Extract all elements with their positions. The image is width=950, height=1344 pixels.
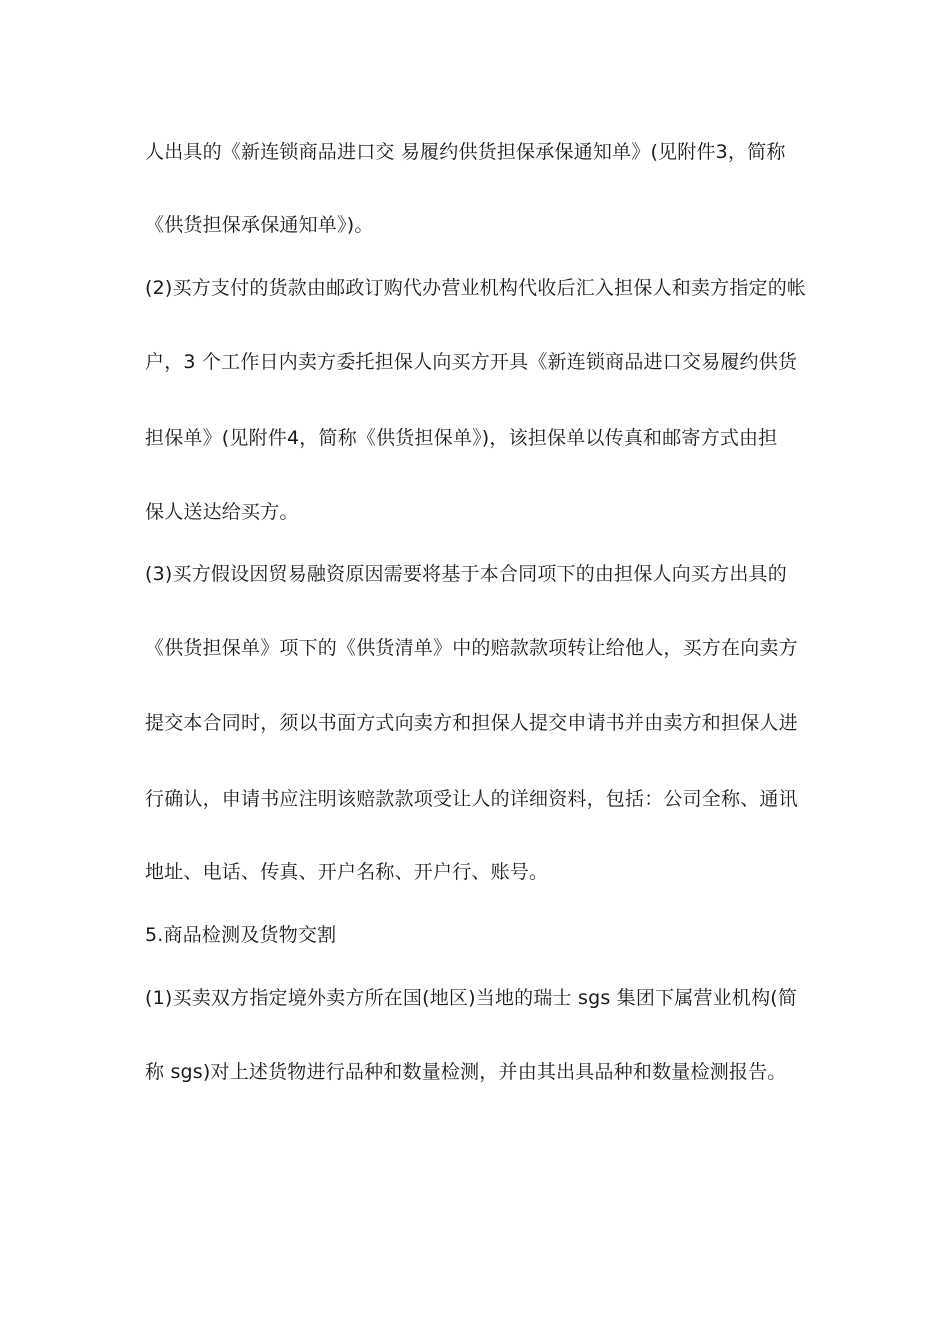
text-line: 称 sgs)对上述货物进行品种和数量检测，并由其出具品种和数量检测报告。 (145, 1061, 787, 1083)
text-line: 《供货担保单》项下的《供货清单》中的赔款款项转让给他人，买方在向卖方 (145, 637, 798, 659)
text-line: 保人送达给买方。 (145, 501, 299, 523)
text-line: 提交本合同时，须以书面方式向卖方和担保人提交申请书并由卖方和担保人进 (145, 712, 798, 734)
text-line: (3)买方假设因贸易融资原因需要将基于本合同项下的由担保人向买方出具的 (145, 563, 787, 585)
text-line: 户，3 个工作日内卖方委托担保人向买方开具《新连锁商品进口交易履约供货 (145, 351, 798, 373)
text-line: 行确认，申请书应注明该赔款款项受让人的详细资料，包括：公司全称、通讯 (145, 788, 798, 810)
text-line: (1)买卖双方指定境外卖方所在国(地区)当地的瑞士 sgs 集团下属营业机构(简 (145, 987, 798, 1009)
text-line: 《供货担保承保通知单》)。 (145, 214, 374, 236)
text-line: 地址、电话、传真、开户名称、开户行、账号。 (145, 861, 549, 883)
text-line: 人出具的《新连锁商品进口交 易履约供货担保承保通知单》(见附件3，简称 (145, 141, 786, 163)
section-heading: 5.商品检测及货物交割 (145, 924, 337, 946)
text-line: (2)买方支付的货款由邮政订购代办营业机构代收后汇入担保人和卖方指定的帐 (145, 277, 807, 299)
text-line: 担保单》(见附件4，简称《供货担保单》)，该担保单以传真和邮寄方式由担 (145, 427, 778, 449)
